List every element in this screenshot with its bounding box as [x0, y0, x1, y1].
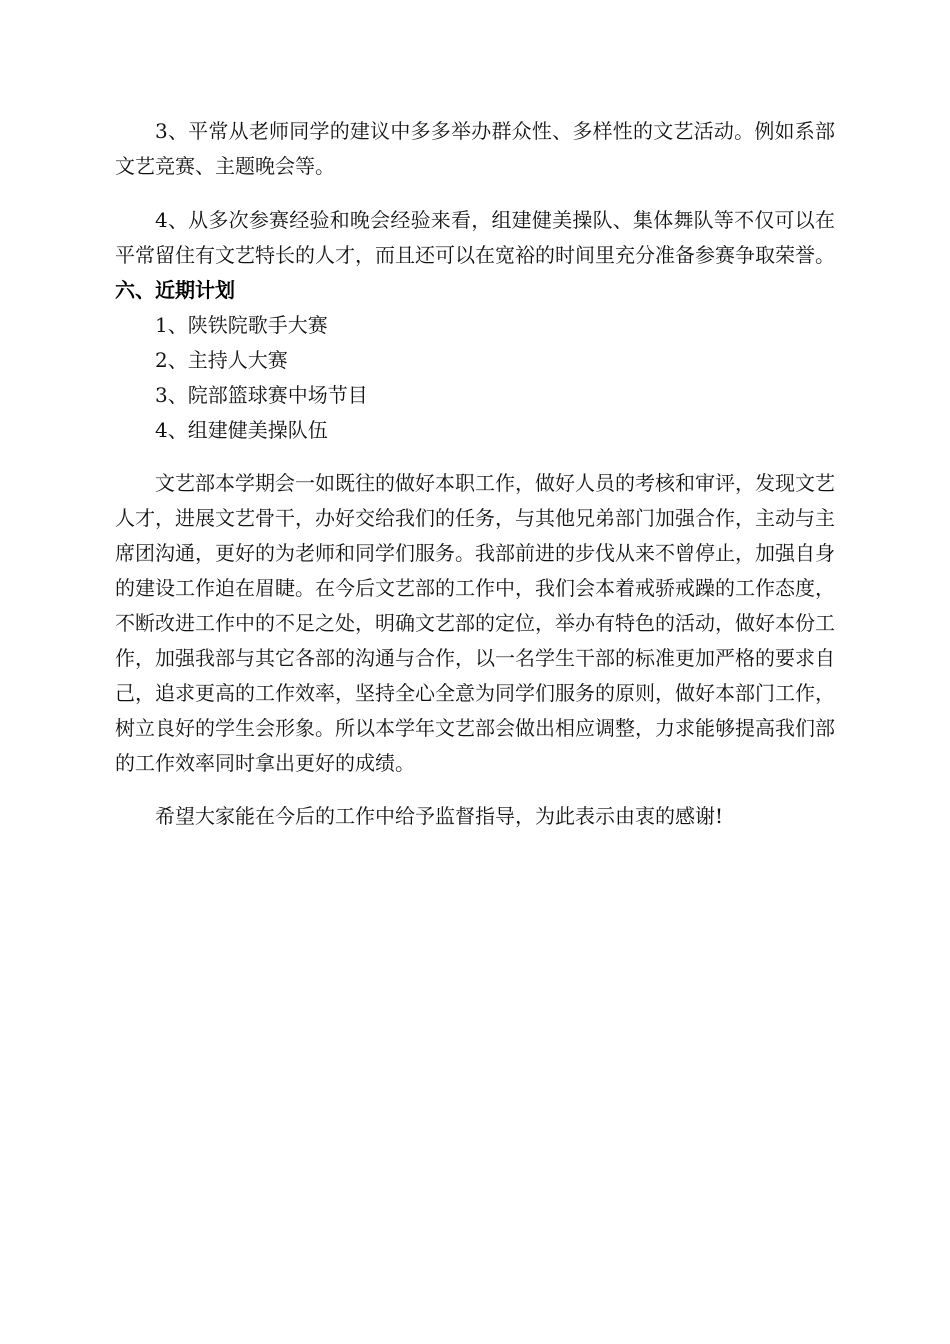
- plan-item-3: 3、院部篮球赛中场节目: [155, 383, 368, 407]
- paragraph-closing: 希望大家能在今后的工作中给予监督指导，为此表示由衷的感谢!: [155, 804, 724, 828]
- paragraph-suggestion-3: 3、平常从老师同学的建议中多多举办群众性、多样性的文艺活动。例如系部文艺竞赛、主题晚会等。: [115, 119, 835, 178]
- section-heading-recent-plans: 六、近期计划: [115, 278, 235, 302]
- paragraph-suggestion-4: 4、从多次参赛经验和晚会经验来看，组建健美操队、集体舞队等不仅可以在平常留住有文艺特长的人才，而且还可以在宽裕的时间里充分准备参赛争取荣誉。: [115, 208, 835, 267]
- plan-item-1: 1、陕铁院歌手大赛: [155, 313, 328, 337]
- plan-item-4: 4、组建健美操队伍: [155, 418, 328, 442]
- document-body: [115, 114, 835, 834]
- paragraph-summary: 文艺部本学期会一如既往的做好本职工作，做好人员的考核和审评，发现文艺人才，进展文艺骨干，办好交给我们的任务，与其他兄弟部门加强合作，主动与主席团沟通，更好的为老师和同学们服务。我部前进的步伐从来不曾停止，加强自身的建设工作迫在眉睫。在今后文艺部的工作中，我们会本着戒骄戒躁的工作态度，不断改进工作中的不足之处，明确文艺部的定位，举办有特色的活动，做好本份工作，加强我部与其它各部的沟通与合作，以一名学生干部的标准更加严格的要求自己，追求更高的工作效率，坚持全心全意为同学们服务的原则，做好本部门工作，树立良好的学生会形象。所以本学年文艺部会做出相应调整，力求能够提高我们部的工作效率同时拿出更好的成绩。: [115, 471, 835, 775]
- plan-item-2: 2、主持人大赛: [155, 348, 288, 372]
